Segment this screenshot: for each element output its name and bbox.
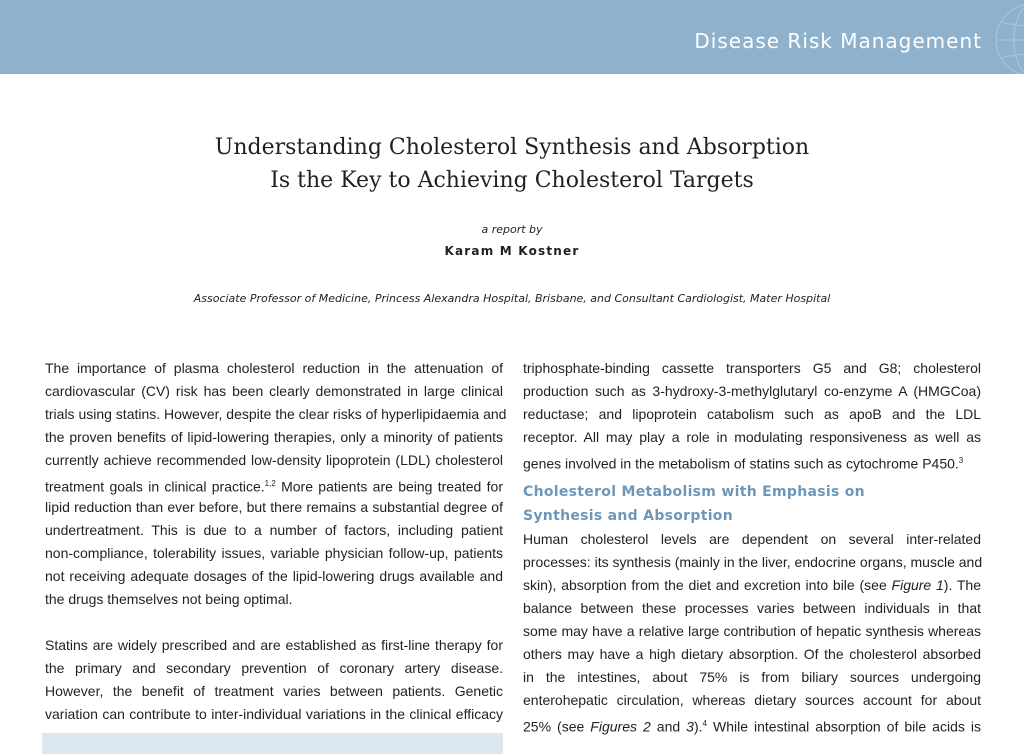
figure-reference: Figures 2	[590, 719, 651, 736]
body-line: triphosphate-binding cassette transporters G5 and G8; cholesterol	[523, 360, 981, 376]
title-line-1: Understanding Cholesterol Synthesis and Absorption	[214, 135, 810, 160]
body-line: others may have a high dietary absorption. Of the cholesterol absorbed	[523, 646, 981, 663]
body-line: some may have a relative large contribution of hepatic synthesis whereas	[523, 623, 981, 640]
body-text: While intestinal absorption of bile acids is	[706, 719, 981, 736]
header-band	[0, 0, 1024, 74]
body-line: cardiovascular (CV) risk has been clearly demonstrated in large clinical	[45, 383, 503, 400]
globe-watermark-icon	[990, 0, 1024, 74]
body-text: treatment goals in clinical practice.	[45, 479, 265, 496]
right-column	[523, 357, 981, 736]
section-label: Disease Risk Management	[694, 29, 982, 53]
body-text: ).	[693, 719, 703, 736]
body-line: receptor. All may play a role in modulating responsiveness as well as	[523, 429, 981, 446]
body-text: and	[650, 719, 687, 736]
body-line: in the intestines, about 75% is from biliary sources undergoing	[523, 669, 981, 686]
citation-superscript: 4	[702, 719, 707, 729]
body-text: ). The	[943, 576, 982, 593]
body-line: variation can contribute to inter-individual variations in the clinical efficacy	[45, 706, 503, 723]
body-line	[45, 472, 503, 495]
body-line: the drugs themselves not being optimal.	[45, 590, 293, 607]
left-column	[45, 357, 507, 727]
body-line	[523, 449, 981, 472]
body-line: trials using statins. However, despite the clear risks of hyperlipidaemia and	[45, 406, 507, 423]
body-text: 25% (see	[523, 719, 591, 736]
figure-reference: Figure 1	[891, 576, 944, 593]
body-line: currently achieve recommended low-density lipoprotein (LDL) cholesterol	[45, 452, 503, 469]
title-line-2: Is the Key to Achieving Cholesterol Targets	[270, 168, 754, 193]
body-text: genes involved in the metabolism of statins such as cytochrome P450.	[523, 456, 959, 473]
citation-superscript: 3	[958, 456, 964, 466]
body-line: processes: its synthesis (mainly in the liver, endocrine organs, muscle and	[523, 553, 983, 570]
body-line: undertreatment. This is due to a number of factors, including patient	[45, 521, 503, 538]
body-line: balance between these processes varies between individuals in that	[523, 599, 981, 616]
figure-reference: 3	[686, 719, 694, 736]
body-line: However, the benefit of treatment varies between patients. Genetic	[45, 683, 503, 700]
body-text: More patients are being treated for	[275, 479, 503, 496]
figure-box-edge	[42, 733, 503, 754]
body-text: skin), absorption from the diet and excretion into bile (see	[523, 576, 892, 593]
body-line: the proven benefits of lipid-lowering therapies, only a minority of patients	[45, 429, 503, 446]
citation-superscript: 1,2	[264, 479, 276, 489]
author-affiliation: Associate Professor of Medicine, Princess Alexandra Hospital, Brisbane, and Consultant Cardiologist, Mater Hospital	[193, 292, 831, 305]
body-line: reductase; and lipoprotein catabolism such as apoB and the LDL	[523, 406, 981, 423]
author-name: Karam M Kostner	[444, 244, 580, 258]
report-by: a report by	[481, 223, 543, 236]
body-line: enterohepatic circulation, whereas dietary sources account for about	[523, 692, 981, 709]
body-line: non-compliance, tolerability issues, variable physician follow-up, patients	[45, 544, 503, 561]
body-line: the primary and secondary prevention of coronary artery disease.	[45, 660, 503, 677]
paragraph-gap	[45, 611, 503, 634]
article-title	[0, 131, 1024, 197]
body-line	[523, 712, 981, 735]
section-heading-line-1: Cholesterol Metabolism with Emphasis on	[523, 484, 865, 501]
body-line: lipid reduction than ever before, but there remains a substantial degree of	[45, 498, 503, 515]
body-line: The importance of plasma cholesterol reduction in the attenuation of	[45, 360, 503, 376]
body-line	[523, 574, 981, 597]
body-line: not receiving adequate dosages of the lipid-lowering drugs available and	[45, 567, 503, 584]
section-heading-line-2: Synthesis and Absorption	[523, 507, 733, 524]
section-gap	[523, 472, 981, 481]
body-line: Statins are widely prescribed and are established as first-line therapy for	[45, 637, 503, 654]
body-line: production such as 3-hydroxy-3-methylglutaryl co-enzyme A (HMGCoa)	[523, 383, 981, 400]
body-line: Human cholesterol levels are dependent on several inter-related	[523, 530, 981, 547]
